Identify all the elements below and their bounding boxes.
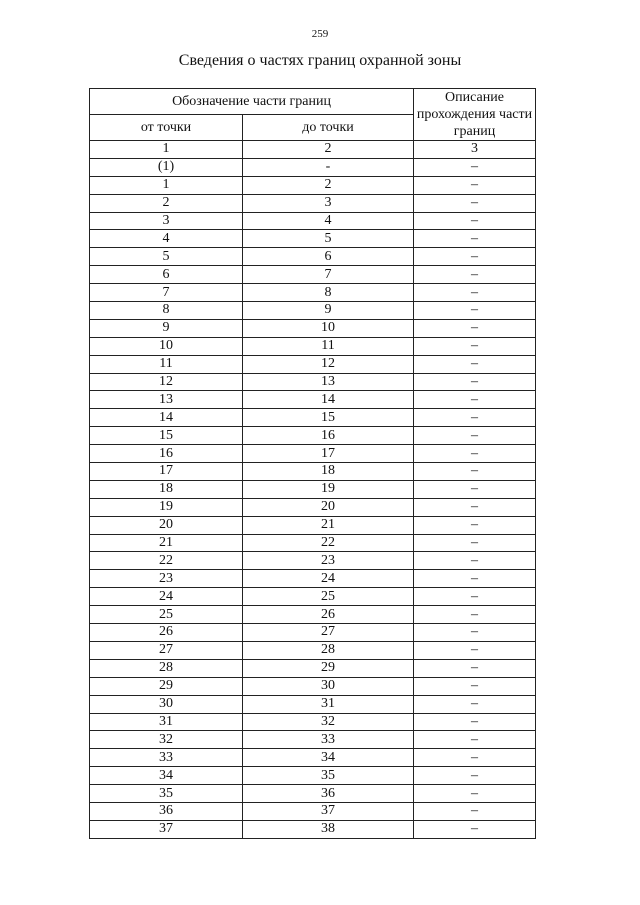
- cell-to-point: 6: [243, 248, 414, 266]
- table-row: [90, 445, 536, 463]
- cell-description: –: [414, 767, 536, 785]
- cell-description: –: [414, 588, 536, 606]
- cell-from-point: 19: [90, 498, 243, 516]
- cell-description: –: [414, 302, 536, 320]
- header-description: Описание прохождения части границ: [414, 89, 536, 141]
- cell-to-point: 18: [243, 463, 414, 481]
- cell-description: –: [414, 749, 536, 767]
- table-row: [90, 570, 536, 588]
- cell-description: –: [414, 802, 536, 820]
- cell-to-point: 37: [243, 802, 414, 820]
- cell-from-point: 10: [90, 337, 243, 355]
- table-row: [90, 319, 536, 337]
- cell-from-point: 12: [90, 373, 243, 391]
- cell-to-point: 9: [243, 302, 414, 320]
- cell-description: –: [414, 427, 536, 445]
- table-row: [90, 802, 536, 820]
- cell-from-point: (1): [90, 158, 243, 176]
- cell-to-point: 21: [243, 516, 414, 534]
- cell-from-point: 21: [90, 534, 243, 552]
- column-number-3: 3: [414, 141, 536, 159]
- table-row: [90, 695, 536, 713]
- cell-from-point: 8: [90, 302, 243, 320]
- header-from-point: от точки: [90, 115, 243, 141]
- cell-description: –: [414, 552, 536, 570]
- cell-to-point: 16: [243, 427, 414, 445]
- cell-from-point: 34: [90, 767, 243, 785]
- table-row: [90, 731, 536, 749]
- header-boundary-designation: Обозначение части границ: [90, 89, 414, 115]
- table-row: [90, 212, 536, 230]
- cell-to-point: 10: [243, 319, 414, 337]
- cell-from-point: 28: [90, 659, 243, 677]
- cell-from-point: 14: [90, 409, 243, 427]
- cell-from-point: 3: [90, 212, 243, 230]
- cell-to-point: 5: [243, 230, 414, 248]
- cell-to-point: 29: [243, 659, 414, 677]
- cell-from-point: 26: [90, 624, 243, 642]
- cell-from-point: 11: [90, 355, 243, 373]
- cell-description: –: [414, 284, 536, 302]
- cell-from-point: 36: [90, 802, 243, 820]
- cell-from-point: 5: [90, 248, 243, 266]
- table-row: [90, 176, 536, 194]
- cell-from-point: 30: [90, 695, 243, 713]
- cell-to-point: 2: [243, 176, 414, 194]
- cell-description: –: [414, 391, 536, 409]
- cell-from-point: 16: [90, 445, 243, 463]
- table-row: [90, 337, 536, 355]
- cell-from-point: 22: [90, 552, 243, 570]
- cell-to-point: 24: [243, 570, 414, 588]
- cell-to-point: 14: [243, 391, 414, 409]
- table-row: [90, 820, 536, 838]
- table-row: [90, 785, 536, 803]
- table-row: [90, 194, 536, 212]
- cell-from-point: 7: [90, 284, 243, 302]
- cell-to-point: 11: [243, 337, 414, 355]
- cell-description: –: [414, 498, 536, 516]
- cell-description: –: [414, 248, 536, 266]
- cell-to-point: 12: [243, 355, 414, 373]
- cell-from-point: 35: [90, 785, 243, 803]
- cell-from-point: 20: [90, 516, 243, 534]
- table-row: [90, 659, 536, 677]
- cell-to-point: 7: [243, 266, 414, 284]
- cell-description: –: [414, 266, 536, 284]
- cell-description: –: [414, 695, 536, 713]
- cell-description: –: [414, 606, 536, 624]
- cell-description: –: [414, 570, 536, 588]
- cell-description: –: [414, 480, 536, 498]
- table-row: [90, 624, 536, 642]
- cell-from-point: 2: [90, 194, 243, 212]
- cell-description: –: [414, 677, 536, 695]
- table-row: [90, 463, 536, 481]
- cell-description: –: [414, 659, 536, 677]
- table-row: [90, 749, 536, 767]
- cell-description: –: [414, 820, 536, 838]
- cell-from-point: 18: [90, 480, 243, 498]
- table-row: [90, 606, 536, 624]
- cell-from-point: 37: [90, 820, 243, 838]
- cell-to-point: 19: [243, 480, 414, 498]
- cell-to-point: 31: [243, 695, 414, 713]
- cell-to-point: 13: [243, 373, 414, 391]
- cell-to-point: 33: [243, 731, 414, 749]
- cell-description: –: [414, 373, 536, 391]
- page-number: 259: [311, 28, 329, 40]
- cell-to-point: 15: [243, 409, 414, 427]
- cell-from-point: 6: [90, 266, 243, 284]
- cell-to-point: 34: [243, 749, 414, 767]
- table-row: [90, 248, 536, 266]
- cell-from-point: 9: [90, 319, 243, 337]
- cell-to-point: 28: [243, 641, 414, 659]
- table-header-row: [90, 89, 536, 115]
- cell-from-point: 25: [90, 606, 243, 624]
- cell-description: –: [414, 158, 536, 176]
- table-row: [90, 588, 536, 606]
- table-row: [90, 516, 536, 534]
- table-row: [90, 391, 536, 409]
- table-row: [90, 641, 536, 659]
- cell-description: –: [414, 731, 536, 749]
- table-row: [90, 498, 536, 516]
- cell-description: –: [414, 534, 536, 552]
- cell-from-point: 33: [90, 749, 243, 767]
- table-row: [90, 427, 536, 445]
- table-row: [90, 767, 536, 785]
- cell-from-point: 15: [90, 427, 243, 445]
- cell-description: –: [414, 463, 536, 481]
- cell-description: –: [414, 713, 536, 731]
- cell-from-point: 24: [90, 588, 243, 606]
- cell-description: –: [414, 176, 536, 194]
- table-row: [90, 230, 536, 248]
- column-number-2: 2: [243, 141, 414, 159]
- cell-to-point: 35: [243, 767, 414, 785]
- table-row: [90, 266, 536, 284]
- table-row: [90, 534, 536, 552]
- cell-from-point: 31: [90, 713, 243, 731]
- cell-to-point: 4: [243, 212, 414, 230]
- cell-description: –: [414, 445, 536, 463]
- table-row: [90, 713, 536, 731]
- column-numbers-row: [90, 141, 536, 159]
- cell-to-point: 36: [243, 785, 414, 803]
- cell-to-point: -: [243, 158, 414, 176]
- cell-from-point: 13: [90, 391, 243, 409]
- table-row: [90, 677, 536, 695]
- table-body: [90, 158, 536, 838]
- cell-to-point: 17: [243, 445, 414, 463]
- cell-description: –: [414, 319, 536, 337]
- cell-to-point: 38: [243, 820, 414, 838]
- cell-to-point: 22: [243, 534, 414, 552]
- table-row: [90, 552, 536, 570]
- cell-description: –: [414, 641, 536, 659]
- cell-from-point: 32: [90, 731, 243, 749]
- cell-description: –: [414, 337, 536, 355]
- table-row: [90, 284, 536, 302]
- table-row: [90, 480, 536, 498]
- cell-to-point: 26: [243, 606, 414, 624]
- cell-to-point: 8: [243, 284, 414, 302]
- cell-to-point: 20: [243, 498, 414, 516]
- table-row: [90, 373, 536, 391]
- cell-description: –: [414, 194, 536, 212]
- cell-description: –: [414, 785, 536, 803]
- cell-from-point: 23: [90, 570, 243, 588]
- column-number-1: 1: [90, 141, 243, 159]
- cell-description: –: [414, 409, 536, 427]
- cell-description: –: [414, 516, 536, 534]
- cell-from-point: 4: [90, 230, 243, 248]
- cell-description: –: [414, 355, 536, 373]
- cell-from-point: 27: [90, 641, 243, 659]
- header-to-point: до точки: [243, 115, 414, 141]
- boundary-parts-table: [89, 88, 536, 839]
- table-row: [90, 355, 536, 373]
- cell-from-point: 17: [90, 463, 243, 481]
- cell-to-point: 3: [243, 194, 414, 212]
- cell-description: –: [414, 624, 536, 642]
- cell-to-point: 25: [243, 588, 414, 606]
- cell-to-point: 27: [243, 624, 414, 642]
- cell-from-point: 29: [90, 677, 243, 695]
- cell-to-point: 23: [243, 552, 414, 570]
- cell-to-point: 32: [243, 713, 414, 731]
- cell-description: –: [414, 212, 536, 230]
- table-row: [90, 409, 536, 427]
- table-row: [90, 302, 536, 320]
- cell-from-point: 1: [90, 176, 243, 194]
- cell-to-point: 30: [243, 677, 414, 695]
- document-title: Сведения о частях границ охранной зоны: [178, 52, 462, 69]
- cell-description: –: [414, 230, 536, 248]
- table-row: [90, 158, 536, 176]
